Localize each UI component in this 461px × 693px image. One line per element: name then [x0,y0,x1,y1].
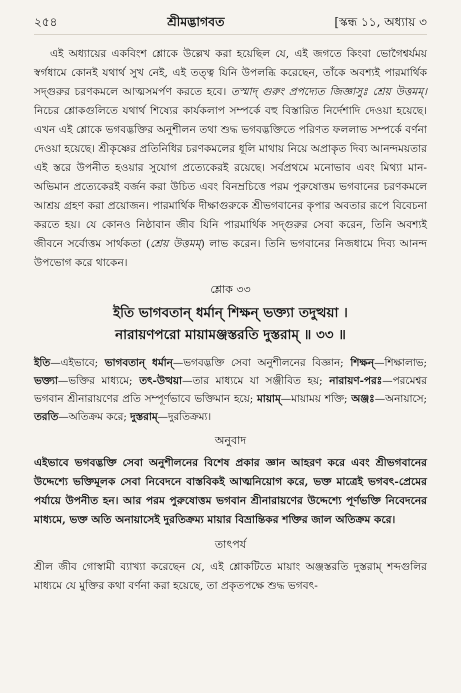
synonym-meaning: —মায়াময় শক্তি; [280,393,352,405]
synonyms-block [34,354,427,426]
translation-text: এইভাবে ভগবদ্ভক্তি সেবা অনুশীলনের বিশেষ প্রকার জ্ঞান আহরণ করে এবং শ্রীভগবানের উদ্দেশ্যে ভক্তিমূলক সেবা নিবেদনে বাস্তবিকই আত্মনিয়োগ করে, ভক্ত মাত্রেই ভগবৎ-প্রেমের পর্যায়ে উপনীত হন। আর পরম পুরুষোত্তম ভগবান শ্রীনারায়ণের উদ্দেশ্যে পূর্ণভক্তি নিবেদনের মাধ্যমে, ভক্ত অতি অনায়াসেই দুরতিক্রম্য মায়ার বিভ্রান্তিকর শক্তির জাল অতিক্রম করে। [34,457,427,526]
purport-text-1: শ্রীল জীব গোস্বামী ব্যাখ্যা করেছেন যে, এই শ্লোকটিতে [34,561,278,573]
synonym-word: ভক্ত্যা [34,375,58,387]
chapter-reference: [স্কন্ধ ১১, অধ্যায় ৩ [334,15,427,29]
synonym-word: তরতি [34,411,59,423]
synonym-word: ইতি [34,357,51,369]
intro-text-3: ) লাভ করেন। তিনি ভগবানের নিজধামে দিব্য আনন্দ উপভোগ করে থাকেন। [34,238,427,269]
purport-quote: মায়াং অঞ্জস্তরতি দুস্তরাম্ [277,561,382,573]
synonym-meaning: —দুরতিক্রম্য। [157,411,212,423]
synonym-meaning: —পরমেশ্বর ভগবান শ্রীনারায়ণের প্রতি সম্পূর্ণভাবে ভক্তিমান হয়ে; [34,375,427,405]
synonym-word: তৎ-উত্থয়া [139,375,183,387]
page-number: ২৫৪ [34,15,58,29]
synonym-meaning: —ভগবদ্ভক্তি সেবা অনুশীলনের বিজ্ঞান; [172,357,351,369]
intro-quote-2: শ্রেয় উত্তমম্ [150,238,201,250]
purport-text-2: শব্দগুলির মাধ্যমে যে মুক্তির কথা বর্ণনা করা হয়েছে, তা প্রকৃতপক্ষে শুদ্ধ ভগবৎ- [34,561,427,592]
synonym-meaning: —শিক্ষালাভ; [374,357,428,369]
synonym-meaning: —তার মাধ্যমে যা সঞ্জীবিত হয়; [182,375,330,387]
synonym-meaning: —অতিক্রম করে; [58,411,131,423]
intro-quote: তস্মাদ্ গুরুং প্রপদ্যেত জিজ্ঞাসুঃ শ্রেয় উত্তমম্। [231,86,427,98]
synonym-meaning: —এইভাবে; [50,357,105,369]
synonym-word: নারায়ণ-পরঃ [329,375,383,387]
synonym-word: অঞ্জঃ [351,393,375,405]
intro-text-1: এই অধ্যায়ের একবিংশ শ্লোকে উল্লেখ করা হয়েছিল যে, এই জগতে কিংবা ভোগৈশ্বর্যময় স্বর্গধামে কোনই যথার্থ সুখ নেই, এই তত্ত্ব যিনি উপলব্ধি করেছেন, তাঁকে অবশ্যই পারমার্থিক সদ্গুরুর চরণকমলে আত্মসমর্পণ করতে হবে। [34,48,427,98]
synonym-meaning: —ভক্তির মাধ্যমে; [57,375,140,387]
verse-line-2: নারায়ণপরো মায়ামঞ্জস্তরতি দুস্তরাম্ ॥ ৩৩ ॥ [115,327,346,343]
synonym-word: দুস্তরাম্ [130,411,158,423]
intro-text-2: নিচের শ্লোকগুলিতে যথার্থ শিষ্যের কার্যকলাপ সম্পর্কে বহু বিস্তারিত নির্দেশাদি দেওয়া হয়েছে। এখন এই শ্লোকে ভগবদ্ভক্তির অনুশীলন তথা শুদ্ধ ভগবদ্ভক্তিতে পরিণত ফললাভ সম্পর্কে বর্ণনা দেওয়া হয়েছে। শ্রীকৃষ্ণের প্রতিনিধির চরণকমলের ধূলি মাথায় নিয়ে অপ্রাকৃত দিব্য আনন্দময়তার এই স্তরে উপনীত হওয়ার সুযোগ প্রত্যেকেরই রয়েছে। সর্বপ্রথমে মনোভাব এবং মিথ্যা মান-অভিমান প্রত্যেকেরই বর্জন করা উচিত এবং বিনম্রচিত্তে পরম পুরুষোত্তম ভগবানের চরণকমলে আশ্রয় গ্রহণ করা প্রয়োজন। পারমার্থিক দীক্ষাগুরুকে শ্রীভগবানের কৃপার অবতার রূপে বিবেচনা করতে হয়। যে কোনও নিষ্ঠাবান জীব যিনি পারমার্থিক সদ্গুরুর সেবা করেন, তিনি অবশ্যই জীবনে সর্বোত্তম সার্থকতা ( [34,105,427,250]
intro-paragraph [34,45,427,273]
synonym-word: ভাগবতান্ ধর্মান্ [104,357,173,369]
page-header [34,14,427,35]
purport-text [34,558,427,596]
verse-line-1: ইতি ভাগবতান্ ধর্মান্ শিক্ষন্ ভক্ত্যা তদুত্থয়া । [113,305,348,321]
translation-heading: অনুবাদ [214,434,247,447]
purport-heading: তাৎপর্য [214,538,247,551]
verse-label: শ্লোক ৩৩ [210,283,251,296]
book-title: শ্রীমদ্ভাগবত [167,14,225,29]
synonym-word: মায়াম্ [257,393,281,405]
synonym-meaning: —অনায়াসে; [374,393,427,405]
synonym-word: শিক্ষন্ [350,357,375,369]
